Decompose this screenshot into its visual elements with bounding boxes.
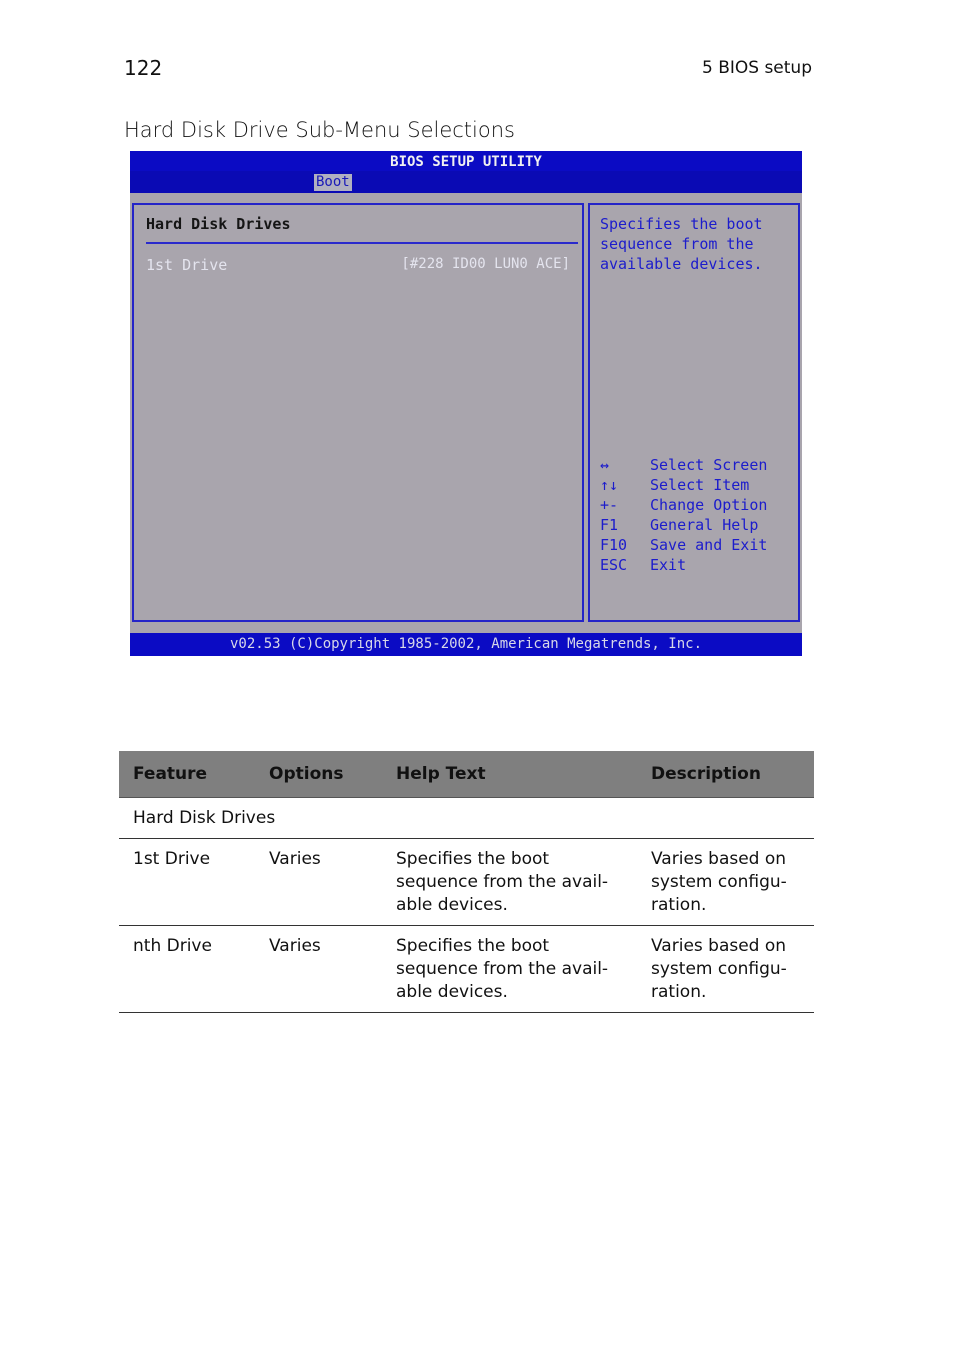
column-header-description: Description <box>637 751 814 798</box>
key-legend <box>600 455 767 575</box>
esc-key: ESC <box>600 556 628 574</box>
f1-key: F1 <box>600 516 619 534</box>
first-drive-option[interactable]: 1st Drive <box>146 256 228 274</box>
plus-minus-key: +- <box>600 496 619 514</box>
help-line: Specifies the boot <box>396 936 550 956</box>
key-action: Select Item <box>650 476 750 494</box>
table-group-row <box>119 798 814 839</box>
panel-heading: Hard Disk Drives <box>146 215 291 233</box>
description-line: ration. <box>651 895 707 915</box>
options-cell: Varies <box>255 839 382 926</box>
description-cell <box>637 926 814 1013</box>
description-line: system configu- <box>651 959 787 979</box>
key-action: Save and Exit <box>650 536 768 554</box>
description-line: Varies based on <box>651 849 787 869</box>
bios-screenshot <box>130 151 802 656</box>
feature-cell: nth Drive <box>119 926 255 1013</box>
help-line: able devices. <box>396 982 508 1002</box>
table-row <box>119 839 814 926</box>
help-line: Specifies the boot <box>600 215 763 233</box>
help-line: sequence from the avail- <box>396 872 609 892</box>
table-header-row <box>119 751 814 798</box>
description-line: ration. <box>651 982 707 1002</box>
bios-menubar <box>130 171 802 193</box>
help-text <box>600 214 763 274</box>
bios-title: BIOS SETUP UTILITY <box>390 154 542 170</box>
feature-table <box>119 751 814 1013</box>
options-cell: Varies <box>255 926 382 1013</box>
description-line: system configu- <box>651 872 787 892</box>
key-action: General Help <box>650 516 759 534</box>
help-line: sequence from the <box>600 235 754 253</box>
group-label: Hard Disk Drives <box>119 798 814 839</box>
f10-key: F10 <box>600 536 628 554</box>
key-legend-row <box>600 515 767 535</box>
section-title: Hard Disk Drive Sub-Menu Selections <box>124 118 515 142</box>
column-header-feature: Feature <box>119 751 255 798</box>
key-legend-row <box>600 535 767 555</box>
column-header-options: Options <box>255 751 382 798</box>
description-line: Varies based on <box>651 936 787 956</box>
key-action: Exit <box>650 556 687 574</box>
help-line: able devices. <box>396 895 508 915</box>
help-panel <box>588 203 800 622</box>
first-drive-value[interactable]: [#228 ID00 LUN0 ACE] <box>401 256 570 272</box>
bios-body <box>130 193 802 633</box>
chapter-title: 5 BIOS setup <box>701 58 812 78</box>
help-cell <box>382 926 637 1013</box>
help-line: sequence from the avail- <box>396 959 609 979</box>
tab-boot[interactable]: Boot <box>316 174 350 190</box>
key-legend-row <box>600 455 767 475</box>
help-line: available devices. <box>600 255 763 273</box>
page-number: 122 <box>124 56 163 80</box>
table-row <box>119 926 814 1013</box>
bios-footer: v02.53 (C)Copyright 1985-2002, American Megatrends, Inc. <box>229 636 702 652</box>
key-action: Select Screen <box>650 456 768 474</box>
key-action: Change Option <box>650 496 768 514</box>
key-legend-row <box>600 555 767 575</box>
divider <box>146 242 578 244</box>
help-line: Specifies the boot <box>396 849 550 869</box>
key-legend-row <box>600 495 767 515</box>
settings-panel <box>132 203 584 622</box>
description-cell <box>637 839 814 926</box>
key-legend-row <box>600 475 767 495</box>
help-cell <box>382 839 637 926</box>
up-down-arrow-icon: ↑↓ <box>600 476 619 494</box>
column-header-help-text: Help Text <box>382 751 637 798</box>
left-right-arrow-icon: ↔ <box>600 456 610 474</box>
feature-cell: 1st Drive <box>119 839 255 926</box>
